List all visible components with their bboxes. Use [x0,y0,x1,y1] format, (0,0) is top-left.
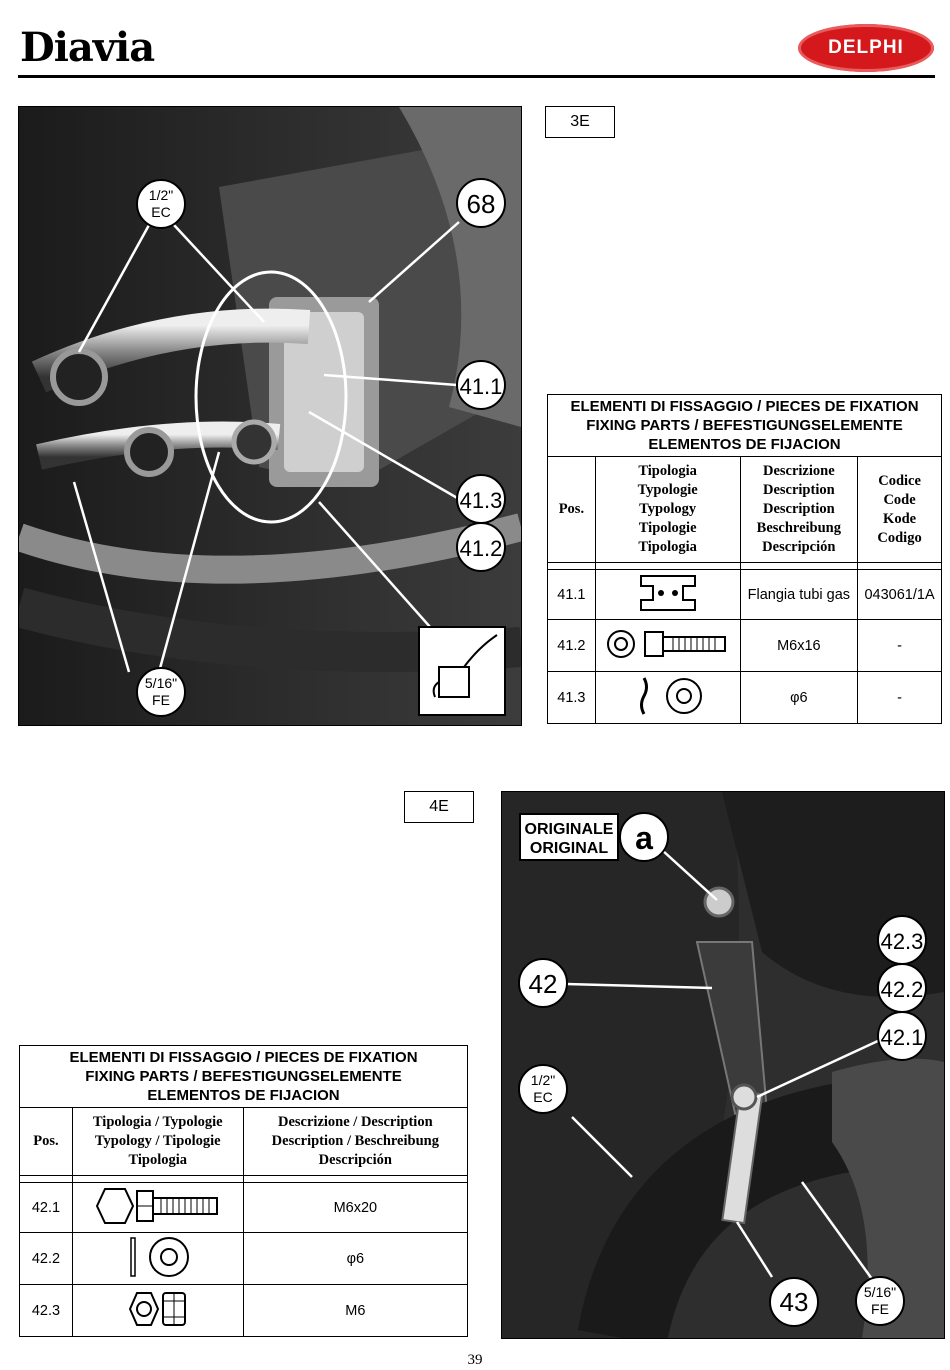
col-header-typology: Tipologia / Typologie Typology / Tipologie Tipologia [72,1108,243,1176]
svg-text:FE: FE [152,692,170,708]
col-header-description: Descrizione Description Description Beschreibung Descripción [740,457,858,563]
col-header-description: Descrizione / Description Description / Beschreibung Descripción [243,1108,467,1176]
callout-41-3 [457,475,505,523]
table-row: 42.2 φ6 [20,1233,468,1285]
header-rule [18,75,935,78]
col-header-code: Codice Code Kode Codigo [858,457,942,563]
table-title: ELEMENTI DI FISSAGGIO / PIECES DE FIXATION FIXING PARTS / BEFESTIGUNGSELEMENTE ELEMENTOS DE FIJACION [548,395,942,457]
callout-42-2 [878,964,926,1012]
svg-text:41.1: 41.1 [459,374,503,399]
svg-text:41.3: 41.3 [459,488,503,513]
svg-text:42: 42 [528,969,558,999]
svg-text:EC: EC [151,204,171,220]
svg-text:1/2": 1/2" [148,187,174,203]
photo-4e [501,791,945,1339]
callout-42 [519,959,567,1007]
callout-41-1 [457,361,505,409]
callout-43 [770,1278,818,1326]
svg-text:5/16": 5/16" [144,675,178,691]
table-row: 42.3 M6 [20,1285,468,1337]
callout-fe [137,668,185,716]
svg-text:FE: FE [871,1301,889,1317]
svg-text:a: a [635,820,653,856]
callout-originale [520,814,618,860]
photo-3e [18,106,522,726]
col-header-typology: Tipologia Typologie Typology Tipologie Tipologia [595,457,740,563]
table-row: 41.2 M6x16 - [548,620,942,672]
svg-text:42.2: 42.2 [880,977,924,1002]
callout-ec [137,180,185,228]
svg-text:EC: EC [533,1089,553,1105]
callout-68 [457,179,505,227]
parts-table-4e [19,1045,468,1337]
hex-nut-icon [123,1287,193,1331]
svg-text:68: 68 [466,189,496,219]
svg-text:42.3: 42.3 [880,929,924,954]
col-header-pos: Pos. [548,457,596,563]
flange-icon [637,572,699,614]
svg-text:41.2: 41.2 [459,536,503,561]
parts-table-3e [547,394,942,724]
callout-fe [856,1277,904,1325]
svg-text:ORIGINALE: ORIGINALE [524,821,614,838]
svg-text:43: 43 [779,1287,809,1317]
callout-a [620,813,668,861]
svg-text:5/16": 5/16" [863,1284,897,1300]
svg-text:1/2": 1/2" [530,1072,556,1088]
table-row: 41.3 φ6 - [548,672,942,724]
delphi-logo: DELPHI [798,24,934,72]
svg-text:42.1: 42.1 [880,1025,924,1050]
col-header-pos: Pos. [20,1108,73,1176]
callout-42-3 [878,916,926,964]
step-label-4e: 4E [404,791,474,823]
step-label-3e: 3E [545,106,615,138]
page-number: 39 [467,1352,483,1368]
svg-text:ORIGINAL: ORIGINAL [529,840,609,857]
table-row: 42.1 M6x20 [20,1183,468,1233]
washer-bolt-icon [605,624,731,664]
table-row: 41.1 Flangia tubi gas 043061/1A [548,570,942,620]
callout-42-1 [878,1012,926,1060]
brand-logo: Diavia [20,24,155,71]
callout-41-2 [457,523,505,571]
washer-icon [123,1235,193,1279]
hex-bolt-icon [95,1185,221,1227]
callout-ec [519,1065,567,1113]
table-title: ELEMENTI DI FISSAGGIO / PIECES DE FIXATION FIXING PARTS / BEFESTIGUNGSELEMENTE ELEMENTOS DE FIJACION [20,1046,468,1108]
spring-washer-icon [628,675,708,717]
